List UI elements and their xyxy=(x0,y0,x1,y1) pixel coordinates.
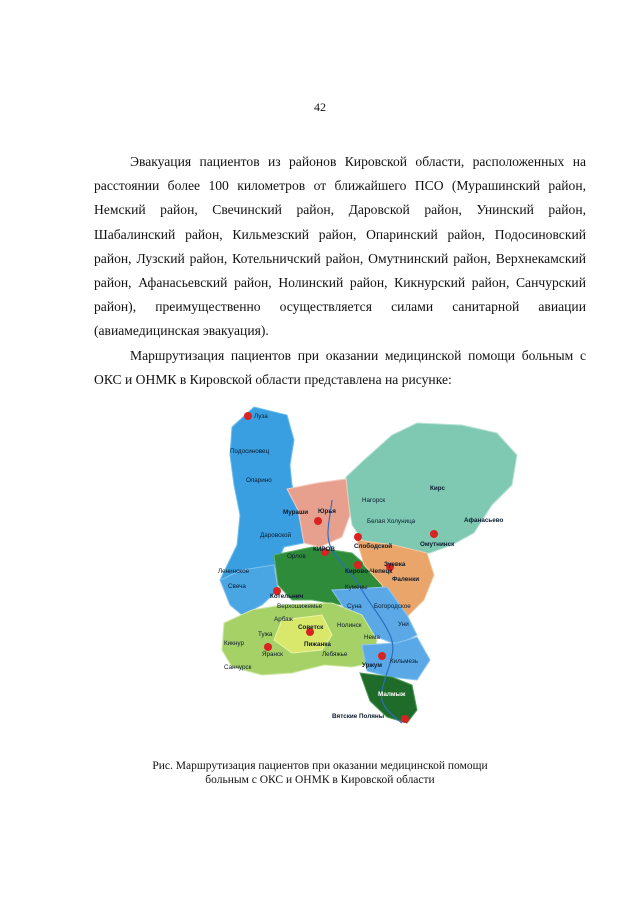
map-label-oparino: Опарино xyxy=(246,477,272,484)
map-label-kilmez: Кильмезь xyxy=(390,658,419,665)
map-label-verkhoshizhemye: Верхошижемье xyxy=(277,603,323,610)
map-label-kirov: КИРОВ xyxy=(313,546,335,553)
map-label-nagorsk: Нагорск xyxy=(362,497,386,504)
map-label-uni: Уни xyxy=(398,621,409,628)
map-label-murashi: Мураши xyxy=(283,509,309,516)
map-label-lenskoe: Ленинское xyxy=(218,568,250,575)
paragraph-routing: Маршрутизация пациентов при оказании медицинской помощи больным с ОКС и ОНМК в Кировской области представлена на рисунке: xyxy=(94,347,586,387)
map-label-kiknur: Кикнур xyxy=(224,640,244,647)
map-label-orlov: Орлов xyxy=(287,553,306,560)
map-label-malmyzh: Малмыж xyxy=(378,691,406,698)
map-label-vyatskie-polyany: Вятские Поляны xyxy=(332,713,385,720)
map-label-kirovo-chepetsk: Кирово-Чепецк xyxy=(345,568,393,575)
kirov-region-map xyxy=(212,405,530,735)
caption-line-2: больным с ОКС и ОНМК в Кировской области xyxy=(205,774,435,786)
hospital-dot-urzhum xyxy=(378,652,386,660)
map-label-falenki: Фаленки xyxy=(392,576,420,583)
map-label-yaransk: Яранск xyxy=(262,651,283,658)
map-label-arbazh: Арбаж xyxy=(274,616,293,623)
map-label-podosinovets: Подосиновец xyxy=(230,448,270,455)
map-label-nolinsk: Нолинск xyxy=(337,622,362,629)
map-label-darovskoy: Даровской xyxy=(260,532,292,539)
figure-caption xyxy=(120,759,520,787)
paragraph-evacuation: Эвакуация пациентов из районов Кировской области, расположенных на расстоянии более 100 километров от ближайшего ПСО (Мурашинский район, Немский район, Свечинский район, Даровской район, Унинский район, Шабалинский район, Кильмезский район, Опаринский район, Подосиновский район, Лузский район, Котельничский район, Омутнинский район, Верхнекамский район, Афанасьевский район, Нолинский район, Кикнурский район, Санчурский район), преимущественно осуществляется силами санитарной авиации (авиамедицинская эвакуация). xyxy=(94,154,586,339)
map-label-afanasyevo: Афанасьево xyxy=(464,517,504,524)
map-label-pizhanka: Пижанка xyxy=(304,641,331,648)
map-label-sanchursk: Санчурск xyxy=(224,664,252,671)
map-label-omutninsk: Омутнинск xyxy=(420,541,455,548)
map-label-urzhum: Уржум xyxy=(362,662,382,669)
hospital-dot-slobodskoy xyxy=(354,533,362,541)
map-label-sovetsk: Советск xyxy=(298,624,324,631)
hospital-dot-vyatskie-polyany xyxy=(401,715,409,723)
map-label-kumeny: Кумены xyxy=(345,584,368,591)
map-label-zuevka: Зуевка xyxy=(384,561,406,568)
hospital-dot-yaransk xyxy=(264,643,272,651)
hospital-dot-yurya xyxy=(314,517,322,525)
hospital-dot-luza xyxy=(244,412,252,420)
map-label-svecha: Свеча xyxy=(228,583,246,590)
map-label-kotelnich: Котельнич xyxy=(270,593,304,600)
map-label-nema: Нема xyxy=(364,634,380,641)
map-label-lebyazhye: Лебяжье xyxy=(322,651,348,658)
map-label-luza: Луза xyxy=(254,413,268,420)
map-label-slobodskoy: Слободской xyxy=(354,543,393,550)
map-svg xyxy=(212,405,530,735)
map-label-belaya-kholunitsa: Белая Холуница xyxy=(367,518,416,525)
body-text xyxy=(94,150,586,392)
map-label-bogorodskoe: Богородское xyxy=(374,603,411,610)
map-label-tuzha: Тужа xyxy=(258,631,273,638)
hospital-dot-omutninsk xyxy=(430,530,438,538)
map-label-kirs: Кирс xyxy=(430,485,446,492)
map-label-yurya: Юрья xyxy=(318,508,336,515)
caption-line-1: Рис. Маршрутизация пациентов при оказании медицинской помощи xyxy=(152,760,488,772)
page-number: 42 xyxy=(314,100,326,114)
map-label-suna: Суна xyxy=(347,603,362,610)
